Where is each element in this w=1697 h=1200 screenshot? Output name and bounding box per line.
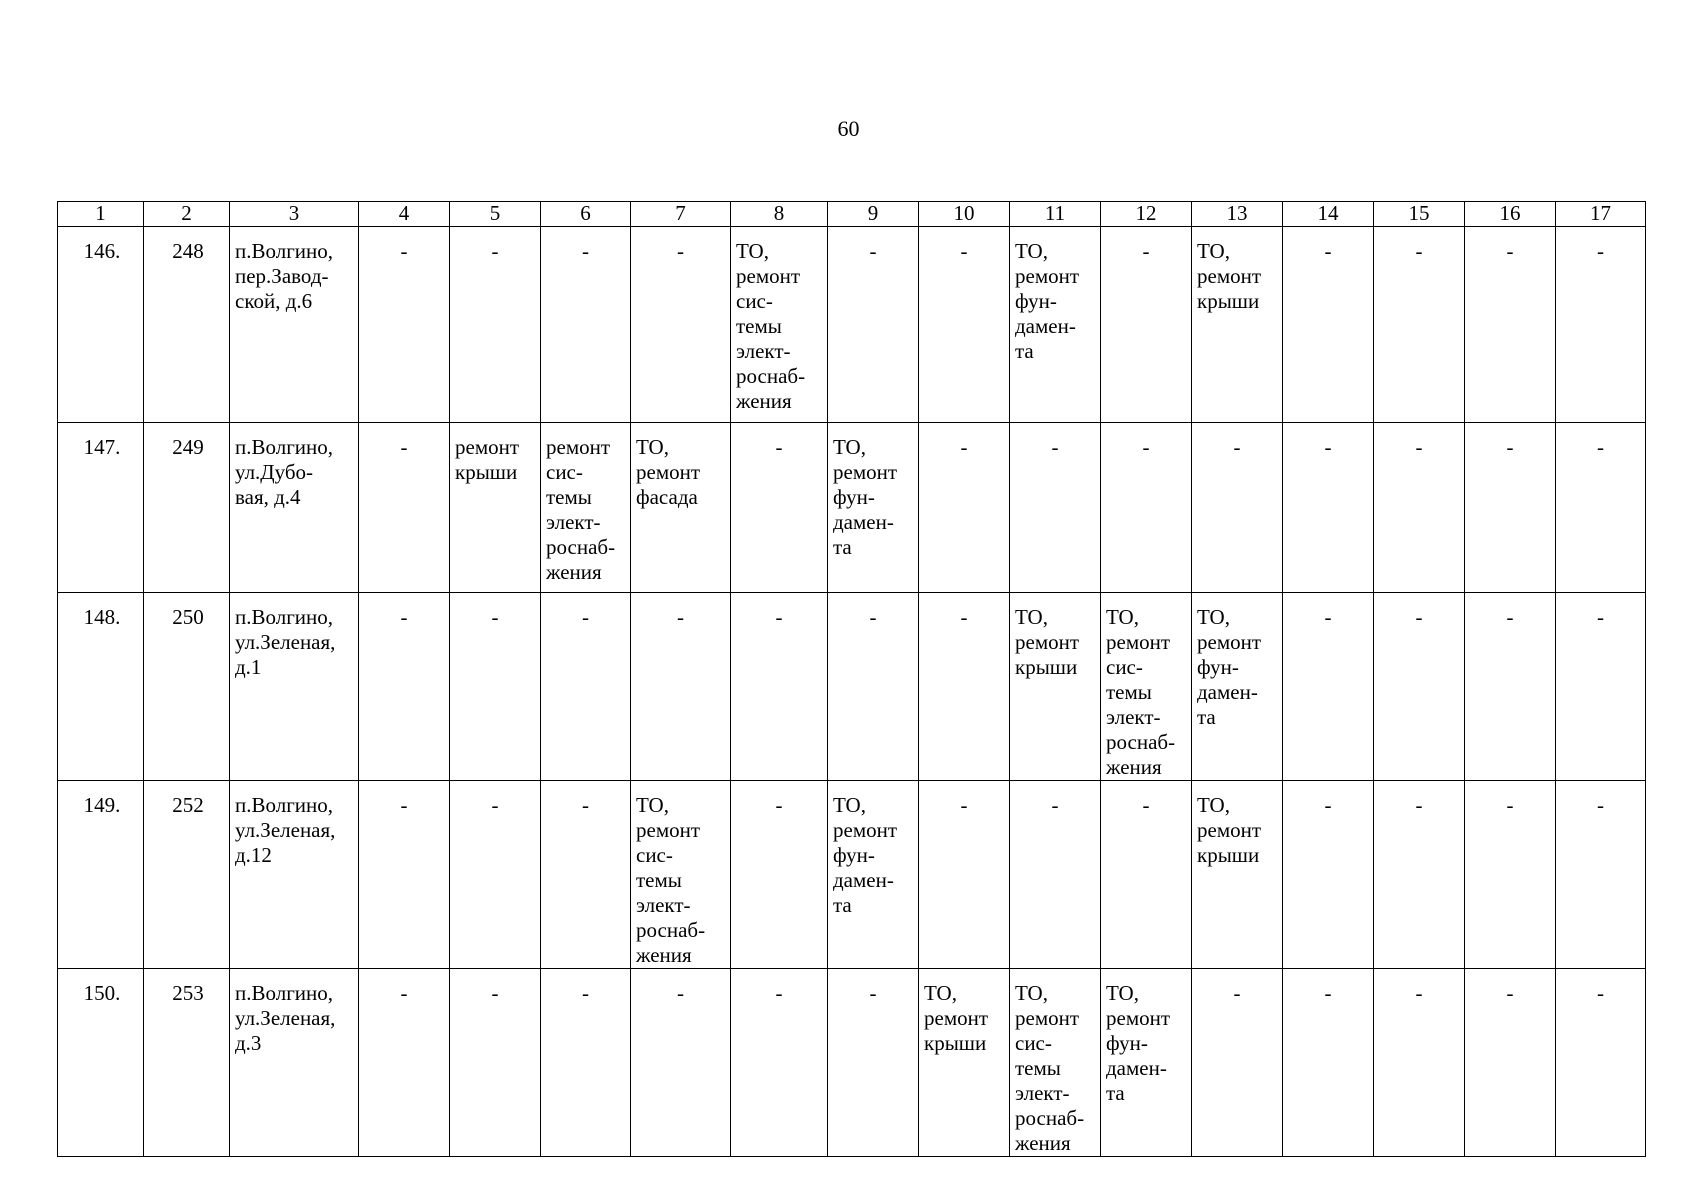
cell-text: ТО, ремонт фун- дамен- та xyxy=(833,793,898,917)
table-cell xyxy=(731,781,828,969)
cell-text: ТО, ремонт крыши xyxy=(1015,605,1080,679)
cell-text: - xyxy=(1051,793,1059,817)
column-header: 2 xyxy=(144,202,230,227)
table-cell xyxy=(541,969,631,1157)
table-cell xyxy=(58,423,144,593)
cell-text: - xyxy=(1506,239,1514,263)
table-cell xyxy=(1101,227,1192,423)
table-cell xyxy=(230,593,359,781)
table-cell xyxy=(450,781,541,969)
table-cell xyxy=(631,781,731,969)
cell-text: - xyxy=(1506,981,1514,1005)
table-cell xyxy=(58,969,144,1157)
cell-text: - xyxy=(1597,435,1604,459)
cell-text: - xyxy=(582,793,589,817)
table-cell xyxy=(144,969,230,1157)
cell-text: - xyxy=(1142,239,1150,263)
column-header: 5 xyxy=(450,202,541,227)
cell-text: - xyxy=(775,435,783,459)
table-cell xyxy=(1010,781,1101,969)
table-cell xyxy=(828,423,919,593)
table-cell xyxy=(1556,781,1646,969)
column-header: 16 xyxy=(1465,202,1556,227)
cell-text: п.Волгино, ул.Зеленая, д.1 xyxy=(235,605,336,679)
table-cell xyxy=(919,593,1010,781)
cell-text: - xyxy=(1233,981,1241,1005)
cell-text: - xyxy=(1324,981,1332,1005)
cell-text: 149. xyxy=(83,793,121,817)
cell-text: 248 xyxy=(172,239,204,263)
cell-text: ремонт сис- темы элект- роснаб- жения xyxy=(546,435,616,584)
table-cell xyxy=(631,593,731,781)
table-cell xyxy=(919,969,1010,1157)
table-cell xyxy=(1283,593,1374,781)
cell-text: - xyxy=(775,981,783,1005)
table-cell xyxy=(230,969,359,1157)
table-cell xyxy=(58,227,144,423)
table-cell xyxy=(1192,969,1283,1157)
cell-text: - xyxy=(400,793,408,817)
table-row xyxy=(58,781,1646,969)
table-cell xyxy=(1101,593,1192,781)
table-cell xyxy=(828,593,919,781)
table-cell xyxy=(631,969,731,1157)
column-header: 12 xyxy=(1101,202,1192,227)
table-cell xyxy=(230,227,359,423)
table-cell xyxy=(1465,593,1556,781)
cell-text: - xyxy=(1597,981,1604,1005)
cell-text: - xyxy=(1324,793,1332,817)
cell-text: 150. xyxy=(83,981,121,1005)
column-header: 15 xyxy=(1374,202,1465,227)
column-header: 6 xyxy=(541,202,631,227)
column-header: 9 xyxy=(828,202,919,227)
column-header: 3 xyxy=(230,202,359,227)
cell-text: - xyxy=(491,981,499,1005)
table-row xyxy=(58,423,1646,593)
cell-text: - xyxy=(582,981,589,1005)
table-cell xyxy=(359,781,450,969)
table-cell xyxy=(1465,781,1556,969)
cell-text: ТО, ремонт фасада xyxy=(636,435,701,509)
repair-schedule-table xyxy=(57,201,1646,1157)
table-cell xyxy=(828,781,919,969)
table-cell xyxy=(230,423,359,593)
table-cell xyxy=(1283,969,1374,1157)
cell-text: - xyxy=(677,605,684,629)
page-number-text: 60 xyxy=(837,116,860,141)
table-cell xyxy=(144,593,230,781)
table-cell xyxy=(450,593,541,781)
cell-text: - xyxy=(677,981,684,1005)
table-cell xyxy=(1101,781,1192,969)
table-cell xyxy=(1556,227,1646,423)
column-header: 7 xyxy=(631,202,731,227)
cell-text: 249 xyxy=(172,435,204,459)
table-cell xyxy=(1192,423,1283,593)
cell-text: - xyxy=(775,793,783,817)
cell-text: - xyxy=(1324,239,1332,263)
cell-text: - xyxy=(400,435,408,459)
table-cell xyxy=(919,781,1010,969)
table-cell xyxy=(1192,781,1283,969)
table-cell xyxy=(1556,593,1646,781)
cell-text: - xyxy=(869,239,877,263)
page-number xyxy=(0,116,1697,142)
cell-text: - xyxy=(1142,435,1150,459)
cell-text: ТО, ремонт сис- темы элект- роснаб- жения xyxy=(1015,981,1085,1155)
table-cell xyxy=(1465,227,1556,423)
table-cell xyxy=(1374,593,1465,781)
table-cell xyxy=(631,227,731,423)
table-cell xyxy=(144,423,230,593)
column-header: 13 xyxy=(1192,202,1283,227)
cell-text: ТО, ремонт фун- дамен- та xyxy=(1106,981,1171,1105)
table-cell xyxy=(1374,781,1465,969)
table-cell xyxy=(731,593,828,781)
cell-text: - xyxy=(1506,793,1514,817)
cell-text: - xyxy=(1415,435,1423,459)
table-cell xyxy=(1101,423,1192,593)
cell-text: 146. xyxy=(83,239,121,263)
cell-text: ТО, ремонт крыши xyxy=(1197,793,1262,867)
table-cell xyxy=(58,781,144,969)
cell-text: 250 xyxy=(172,605,204,629)
table-cell xyxy=(359,969,450,1157)
table-cell xyxy=(1374,969,1465,1157)
cell-text: п.Волгино, ул.Дубо- вая, д.4 xyxy=(235,435,334,509)
cell-text: - xyxy=(869,981,877,1005)
cell-text: - xyxy=(1051,435,1059,459)
table-cell xyxy=(450,227,541,423)
cell-text: - xyxy=(1142,793,1150,817)
column-header: 8 xyxy=(731,202,828,227)
table-cell xyxy=(828,969,919,1157)
cell-text: - xyxy=(1324,435,1332,459)
table-cell xyxy=(919,423,1010,593)
cell-text: - xyxy=(400,239,408,263)
table-cell xyxy=(731,969,828,1157)
cell-text: - xyxy=(869,605,877,629)
cell-text: - xyxy=(1324,605,1332,629)
cell-text: - xyxy=(1597,793,1604,817)
table-cell xyxy=(1010,593,1101,781)
table-cell xyxy=(541,781,631,969)
cell-text: - xyxy=(1597,605,1604,629)
table-cell xyxy=(1283,423,1374,593)
cell-text: ТО, ремонт фун- дамен- та xyxy=(833,435,898,559)
cell-text: - xyxy=(1597,239,1604,263)
table-cell xyxy=(1192,593,1283,781)
table-row xyxy=(58,593,1646,781)
cell-text: ТО, ремонт крыши xyxy=(1197,239,1262,313)
cell-text: ТО, ремонт фун- дамен- та xyxy=(1015,239,1080,363)
cell-text: - xyxy=(1233,435,1241,459)
cell-text: - xyxy=(400,981,408,1005)
cell-text: - xyxy=(582,239,589,263)
cell-text: п.Волгино, пер.Завод- ской, д.6 xyxy=(235,239,334,313)
table-cell xyxy=(1283,227,1374,423)
table-cell xyxy=(828,227,919,423)
column-header: 10 xyxy=(919,202,1010,227)
column-header: 1 xyxy=(58,202,144,227)
table-cell xyxy=(450,423,541,593)
cell-text: - xyxy=(677,239,684,263)
cell-text: - xyxy=(491,793,499,817)
table-cell xyxy=(1465,969,1556,1157)
cell-text: - xyxy=(1415,981,1423,1005)
cell-text: ТО, ремонт фун- дамен- та xyxy=(1197,605,1262,729)
table-cell xyxy=(359,227,450,423)
cell-text: - xyxy=(491,605,499,629)
table-cell xyxy=(58,593,144,781)
cell-text: - xyxy=(960,793,968,817)
table-row xyxy=(58,227,1646,423)
table-cell xyxy=(731,227,828,423)
cell-text: - xyxy=(1415,239,1423,263)
table-cell xyxy=(1556,423,1646,593)
table-cell xyxy=(1465,423,1556,593)
table-cell xyxy=(230,781,359,969)
header-row xyxy=(58,202,1646,227)
table-cell xyxy=(144,781,230,969)
cell-text: - xyxy=(1415,793,1423,817)
table-cell xyxy=(1283,781,1374,969)
table-cell xyxy=(541,227,631,423)
cell-text: 253 xyxy=(172,981,204,1005)
cell-text: 148. xyxy=(83,605,121,629)
column-header: 17 xyxy=(1556,202,1646,227)
cell-text: ТО, ремонт сис- темы элект- роснаб- жения xyxy=(736,239,806,413)
cell-text: - xyxy=(491,239,499,263)
table-cell xyxy=(541,593,631,781)
column-header: 4 xyxy=(359,202,450,227)
cell-text: - xyxy=(960,435,968,459)
table-cell xyxy=(1010,969,1101,1157)
cell-text: - xyxy=(1506,435,1514,459)
column-header: 11 xyxy=(1010,202,1101,227)
table-cell xyxy=(450,969,541,1157)
table-cell xyxy=(359,423,450,593)
table-cell xyxy=(1101,969,1192,1157)
cell-text: 147. xyxy=(83,435,121,459)
cell-text: - xyxy=(582,605,589,629)
table-cell xyxy=(359,593,450,781)
cell-text: - xyxy=(1506,605,1514,629)
table-cell xyxy=(1374,423,1465,593)
column-header: 14 xyxy=(1283,202,1374,227)
cell-text: ТО, ремонт сис- темы элект- роснаб- жения xyxy=(1106,605,1176,779)
table-cell xyxy=(1374,227,1465,423)
table-cell xyxy=(144,227,230,423)
table-cell xyxy=(541,423,631,593)
table-cell xyxy=(1010,423,1101,593)
cell-text: - xyxy=(400,605,408,629)
cell-text: ТО, ремонт крыши xyxy=(924,981,989,1055)
table-row xyxy=(58,969,1646,1157)
cell-text: - xyxy=(960,605,968,629)
table-cell xyxy=(731,423,828,593)
cell-text: 252 xyxy=(172,793,204,817)
table-cell xyxy=(631,423,731,593)
cell-text: ТО, ремонт сис- темы элект- роснаб- жения xyxy=(636,793,706,967)
cell-text: - xyxy=(775,605,783,629)
cell-text: п.Волгино, ул.Зеленая, д.12 xyxy=(235,793,336,867)
table-cell xyxy=(1556,969,1646,1157)
cell-text: - xyxy=(1415,605,1423,629)
table-cell xyxy=(1192,227,1283,423)
cell-text: п.Волгино, ул.Зеленая, д.3 xyxy=(235,981,336,1055)
cell-text: - xyxy=(960,239,968,263)
table-cell xyxy=(919,227,1010,423)
cell-text: ремонт крыши xyxy=(455,435,520,484)
table-cell xyxy=(1010,227,1101,423)
